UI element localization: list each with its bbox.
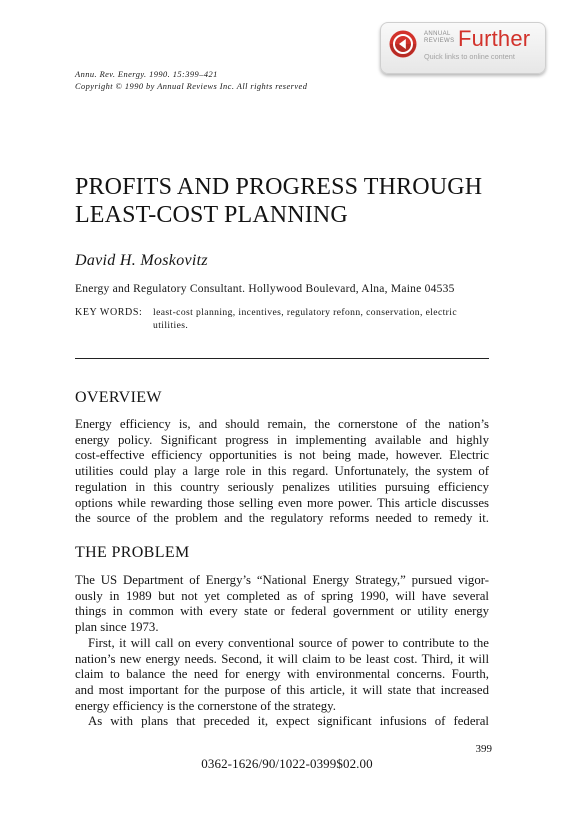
text-line: utilities could play a large role in this regard. Unfortunately, the system of [75, 464, 489, 479]
text-line: things in common with every state or federal government or utility energy [75, 604, 489, 619]
author-name: David H. Moskovitz [75, 252, 208, 269]
title-line: PROFITS AND PROGRESS THROUGH [75, 174, 483, 200]
article-title [75, 173, 482, 229]
text-line: plan since 1973. [75, 620, 159, 635]
text-line: energy policy. Significant progress in implementing available and highly [75, 432, 489, 447]
title-line: LEAST-COST PLANNING [75, 202, 348, 228]
keywords-list [153, 306, 457, 332]
article-code: 0362-1626/90/1022-0399$02.00 [201, 756, 373, 771]
series-name-line-2: REVIEWS [424, 38, 455, 44]
text-line: ously in 1989 but not yet completed as of spring 1990, will have several [75, 588, 489, 603]
text-line: options while rewarding those selling even more power. This article discusses [75, 495, 489, 510]
series-name-line-1: ANNUAL [424, 31, 451, 37]
text-line: claim to balance the need for energy with environmental concerns. Fourth, [75, 667, 489, 682]
text-line: The US Department of Energy’s “National Energy Strategy,” pursued vigor- [75, 573, 489, 587]
text-line: Energy efficiency is, and should remain, the cornerstone of the nation’s [75, 417, 489, 431]
overview-body [75, 417, 489, 527]
copyright-line: Copyright © 1990 by Annual Reviews Inc. All rights reserved [75, 81, 308, 91]
text-line: As with plans that preceded it, expect significant infusions of federal [88, 714, 489, 729]
keywords-line: utilities. [153, 320, 189, 331]
citation-header [75, 69, 307, 92]
divider-rule [75, 358, 489, 359]
page-number: 399 [475, 743, 492, 755]
text-line: nation’s new energy needs. Second, it will claim to be least cost. Third, it will [75, 651, 489, 666]
text-line: energy efficiency is the cornerstone of the strategy. [75, 698, 336, 713]
further-logo-text: Further [458, 26, 531, 51]
further-quick-links-badge[interactable] [380, 22, 546, 74]
section-heading-the-problem: THE PROBLEM [75, 544, 190, 561]
arrow-left-circle-icon [389, 30, 417, 58]
text-line: and most important for the purpose of this article, it will state that increased [75, 682, 489, 697]
keywords-line: least-cost planning, incentives, regulatory refonn, conservation, electric [153, 307, 457, 318]
text-line: regulation in this country seriously penalizes utilities pursuing efficiency [75, 479, 489, 494]
keywords-label: KEY WORDS: [75, 307, 143, 318]
text-line: First, it will call on every conventional source of power to contribute to the [88, 635, 489, 650]
text-line: cost-effective efficiency opportunities is not being made, however. Electric [75, 448, 489, 463]
text-line: the source of the problem and the regulatory reforms needed to remedy it. [75, 511, 489, 526]
author-affiliation: Energy and Regulatory Consultant. Hollywood Boulevard, Alna, Maine 04535 [75, 283, 455, 295]
section-heading-overview: OVERVIEW [75, 389, 162, 406]
badge-tagline: Quick links to online content [424, 52, 515, 61]
journal-citation: Annu. Rev. Energy. 1990. 15:399–421 [75, 70, 218, 79]
problem-body [75, 573, 489, 730]
